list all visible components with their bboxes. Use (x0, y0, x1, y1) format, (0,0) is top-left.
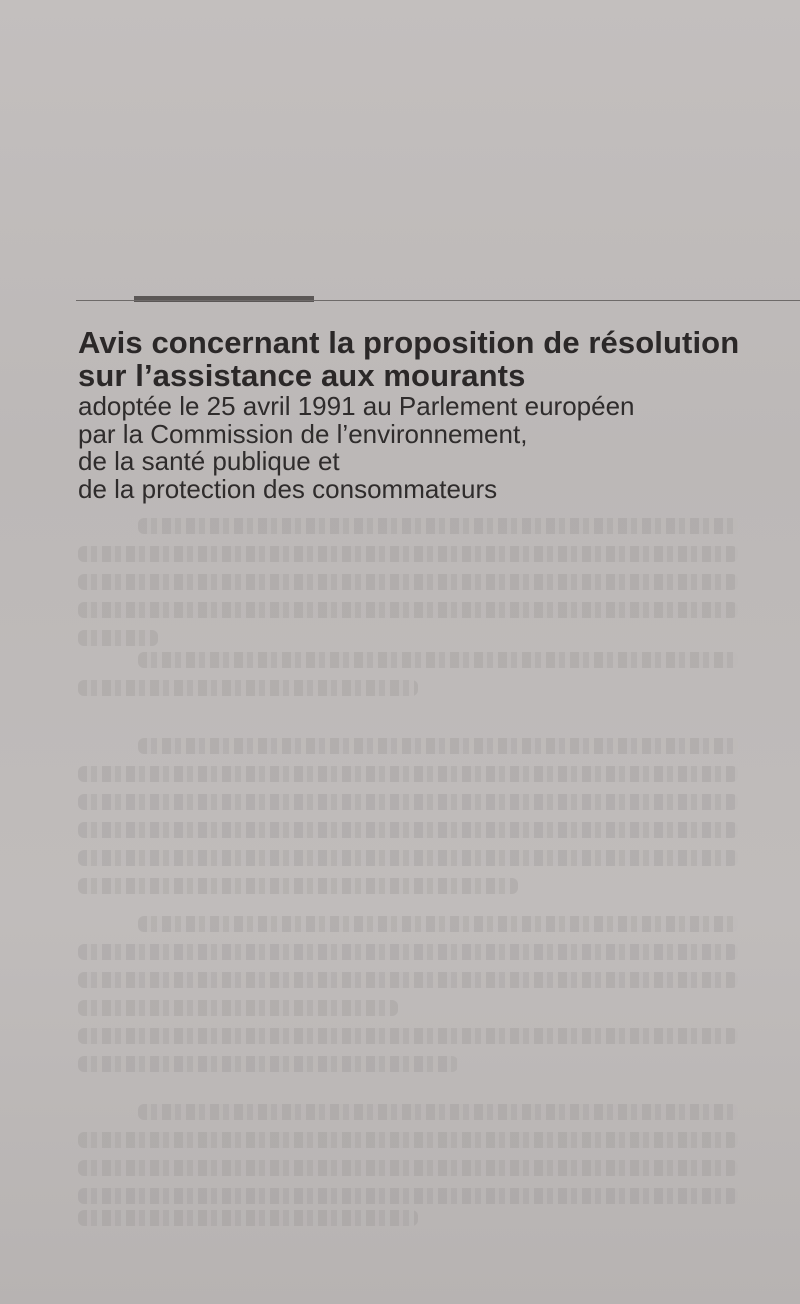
subtitle-line-1: adoptée le 25 avril 1991 au Parlement européen (78, 391, 635, 421)
subtitle-line-3: de la santé publique et (78, 446, 340, 476)
subtitle-line-2: par la Commission de l’environnement, (78, 418, 528, 449)
show-through-text (78, 506, 758, 1226)
document-subtitle (78, 393, 778, 503)
header-rule (76, 300, 800, 301)
document-title (78, 326, 778, 392)
title-line-2: sur l’assistance aux mourants (78, 358, 526, 393)
header-accent-rule (134, 296, 314, 302)
subtitle-line-4: de la protection des consommateurs (78, 473, 498, 504)
title-line-1: Avis concernant la proposition de résolution (78, 325, 740, 360)
